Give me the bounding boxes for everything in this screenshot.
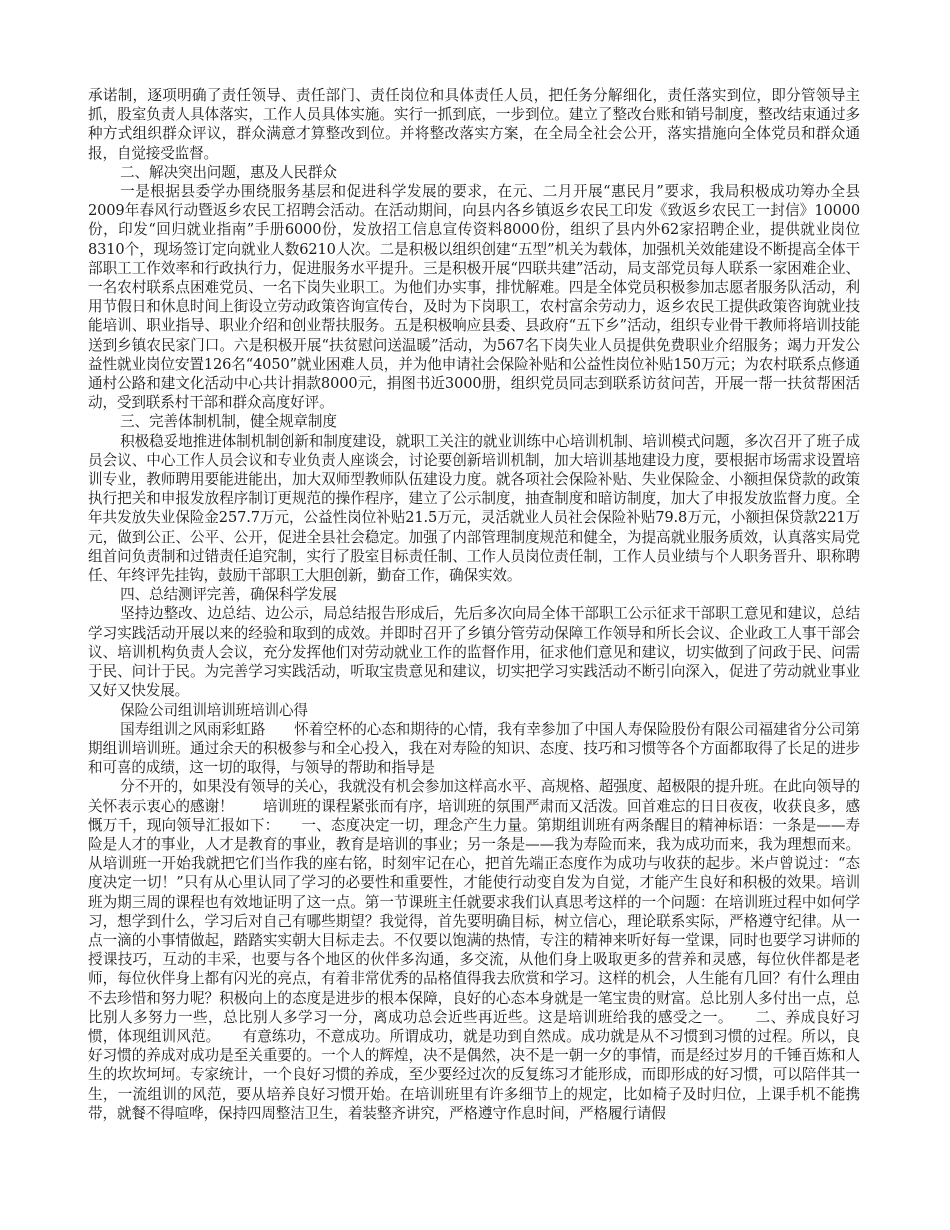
section-heading-2: 二、解决突出问题，惠及人民群众 xyxy=(120,163,337,181)
paragraph-body: 分不开的，如果没有领导的关心，我就没有机会参加这样高水平、高规格、超强度、超极限的提升班。在此向领导的关怀表示衷心的感谢！ 培训班的课程紧张而有序，培训班的氛围严肃而又活泼。回首难忘的日日夜夜，收获良多，感慨万千，现向领导汇报如下： 一、态度决定一切，理念产生力量。第期组训班有两条醒目的精神标语：一条是——寿险是人才的事业，人才是教育的事业，教育是培训的事业；另一条是——我为寿险而来，我为成功而来，我为理想而来。从培训班一开始我就把它们当作我的座右铭，时刻牢记在心，把首先端正态度作为成功与收获的起步。米卢曾说过：“态度决定一切！”只有从心里认同了学习的必要性和重要性，才能使行动变自发为自觉，才能产生良好和积极的效果。培训班为期三周的课程也有效地证明了这一点。第一节课班主任就要求我们认真思考这样的一个问题：在培训班过程中如何学习，想学到什么，学习后对自己有哪些期望？我觉得，首先要明确目标，树立信心，理论联系实际，严格遵守纪律。从一点一滴的小事情做起，踏踏实实朝大目标走去。不仅要以饱满的热情，专注的精神来听好每一堂课，同时也要学习讲师的授课技巧，互动的丰采，也要与各个地区的伙伴多沟通，多交流，从他们身上吸取更多的营养和灵感，每位伙伴都是老师，每位伙伴身上都有闪光的亮点，有着非常优秀的品格值得我去欣赏和学习。这样的机会，人生能有几回？有什么理由不去珍惜和努力呢？积极向上的态度是进步的根本保障，良好的心态本身就是一笔宝贵的财富。总比别人多付出一点，总比别人多努力一些，总比别人多学习一分，离成功总会近些再近些。这是培训班给我的感受之一。 二、养成良好习惯，体现组训风范。 有意练功，不意成功。所谓成功，就是功到自然成。成功就是从不习惯到习惯的过程。所以，良好习惯的养成对成功是至关重要的。一个人的辉煌，决不是偶然，决不是一朝一夕的事情，而是经过岁月的千锤百炼和人生的坎坎坷坷。专家统计，一个良好习惯的养成，至少要经过次的反复练习才能形成，而即形成的好习惯，可以陪伴其一生，一流组训的风范，要从培养良好习惯开始。在培训班里有许多细节上的规定，比如椅子及时归位，上课手机不能携带，就餐不得喧哗，保持四周整洁卫生，着装整齐讲究，严格遵守作息时间，严格履行请假 xyxy=(88,778,860,1122)
paragraph-continuation: 承诺制，逐项明确了责任领导、责任部门、责任岗位和具体责任人员，把任务分解细化，责任落实到位，即分管领导主抓，股室负责人具体落实，工作人员具体实施。实行一抓到底，一步到位。建立了整改台账和销号制度，整改结束通过多种方式组织群众评议，群众满意才算整改到位。并将整改落实方案，在全局全社会公开，落实措施向全体党员和群众通报，自觉接受监督。 xyxy=(88,87,860,162)
document-body xyxy=(88,86,860,1123)
paragraph-section-3: 积极稳妥地推进体制机制创新和制度建设，就职工关注的就业训练中心培训机制、培训模式问题，多次召开了班子成员会议、中心工作人员会议和专业负责人座谈会，讨论要创新培训机制，加大培训基地建设力度，要根据市场需求设置培训专业，教师聘用要能进能出，加大双师型教师队伍建设力度。就各项社会保险补贴、失业保险金、小额担保贷款的政策执行把关和申报发放程序制订更规范的操作程序，建立了公示制度，抽查制度和暗访制度，加大了申报发放监督力度。全年共发放失业保险金257.7万元，公益性岗位补贴21.5万元，灵活就业人员社会保险补贴79.8万元，小额担保贷款221万元，做到公正、公平、公开，促进全县社会稳定。加强了内部管理制度规范和健全，为提高就业服务质效，认真落实局党组首问负责制和过错责任追究制，实行了股室目标责任制、工作人员岗位责任制，工作人员业绩与个人职务晋升、职称聘任、年终评先挂钩，鼓励干部职工大胆创新，勤奋工作，确保实效。 xyxy=(88,432,860,585)
paragraph-intro: 国寿组训之风雨彩虹路 怀着空杯的心态和期待的心情，我有幸参加了中国人寿保险股份有限公司福建省分公司第期组训培训班。通过余天的积极参与和全心投入，我在对寿险的知识、态度、技巧和习惯等各个方面都取得了长足的进步和可喜的成绩，这一切的取得，与领导的帮助和指导是 xyxy=(88,720,860,777)
paragraph-section-2: 一是根据县委学办围绕服务基层和促进科学发展的要求，在元、二月开展“惠民月”要求，我局积极成功筹办全县2009年春风行动暨返乡农民工招聘会活动。在活动期间，向县内各乡镇返乡农民工印发《致返乡农民工一封信》10000份，印发“回归就业指南”手册6000份，发放招工信息宣传资料8000份，组织了县内外62家招聘企业，提供就业岗位8310个，现场签订定向就业人数6210人次。二是积极以组织创建“五型”机关为载体，加强机关效能建设不断提高全体干部职工工作效率和行政执行力，促进服务水平提升。三是积极开展“四联共建”活动，局支部党员每人联系一家困难企业、一名农村联系点困难党员、一名下岗失业职工。为他们办实事，排忧解难。四是全体党员积极参加志愿者服务队活动，利用节假日和休息时间上街设立劳动政策咨询宣传台，及时为下岗职工，农村富余劳动力，返乡农民工提供政策咨询就业技能培训、职业指导、职业介绍和创业帮扶服务。五是积极响应县委、县政府“五下乡”活动，组织专业骨干教师将培训技能送到乡镇农民家门口。六是积极开展“扶贫慰问送温暖”活动，为567名下岗失业人员提供免费职业介绍服务；竭力开发公益性就业岗位安置126名“4050”就业困难人员，并为他申请社会保险补贴和公益性岗位补贴150万元；为农村联系点修通通村公路和建文化活动中心共计捐款8000元，捐图书近3000册，组织党员同志到联系访贫问苦，开展一帮一扶贫帮困活动，受到联系村干部和群众高度好评。 xyxy=(88,183,860,412)
paragraph-section-4: 坚持边整改、边总结、边公示，局总结报告形成后，先后多次向局全体干部职工公示征求干部职工意见和建议，总结学习实践活动开展以来的经验和取到的成效。并即时召开了乡镇分管劳动保障工作领导和所长会议、企业政工人事干部会议、培训机构负责人会议，充分发挥他们对劳动就业工作的监督作用，征求他们意见和建议，切实做到了问政于民、问需于民、问计于民。为完善学习实践活动，听取宝贵意见和建议，切实把学习实践活动不断引向深入，促进了劳动就业事业又好又快发展。 xyxy=(88,605,860,700)
article-title: 保险公司组训培训班培训心得 xyxy=(120,701,308,719)
section-heading-3: 三、完善体制机制，健全规章制度 xyxy=(120,413,337,431)
section-heading-4: 四、总结测评完善，确保科学发展 xyxy=(120,586,337,604)
